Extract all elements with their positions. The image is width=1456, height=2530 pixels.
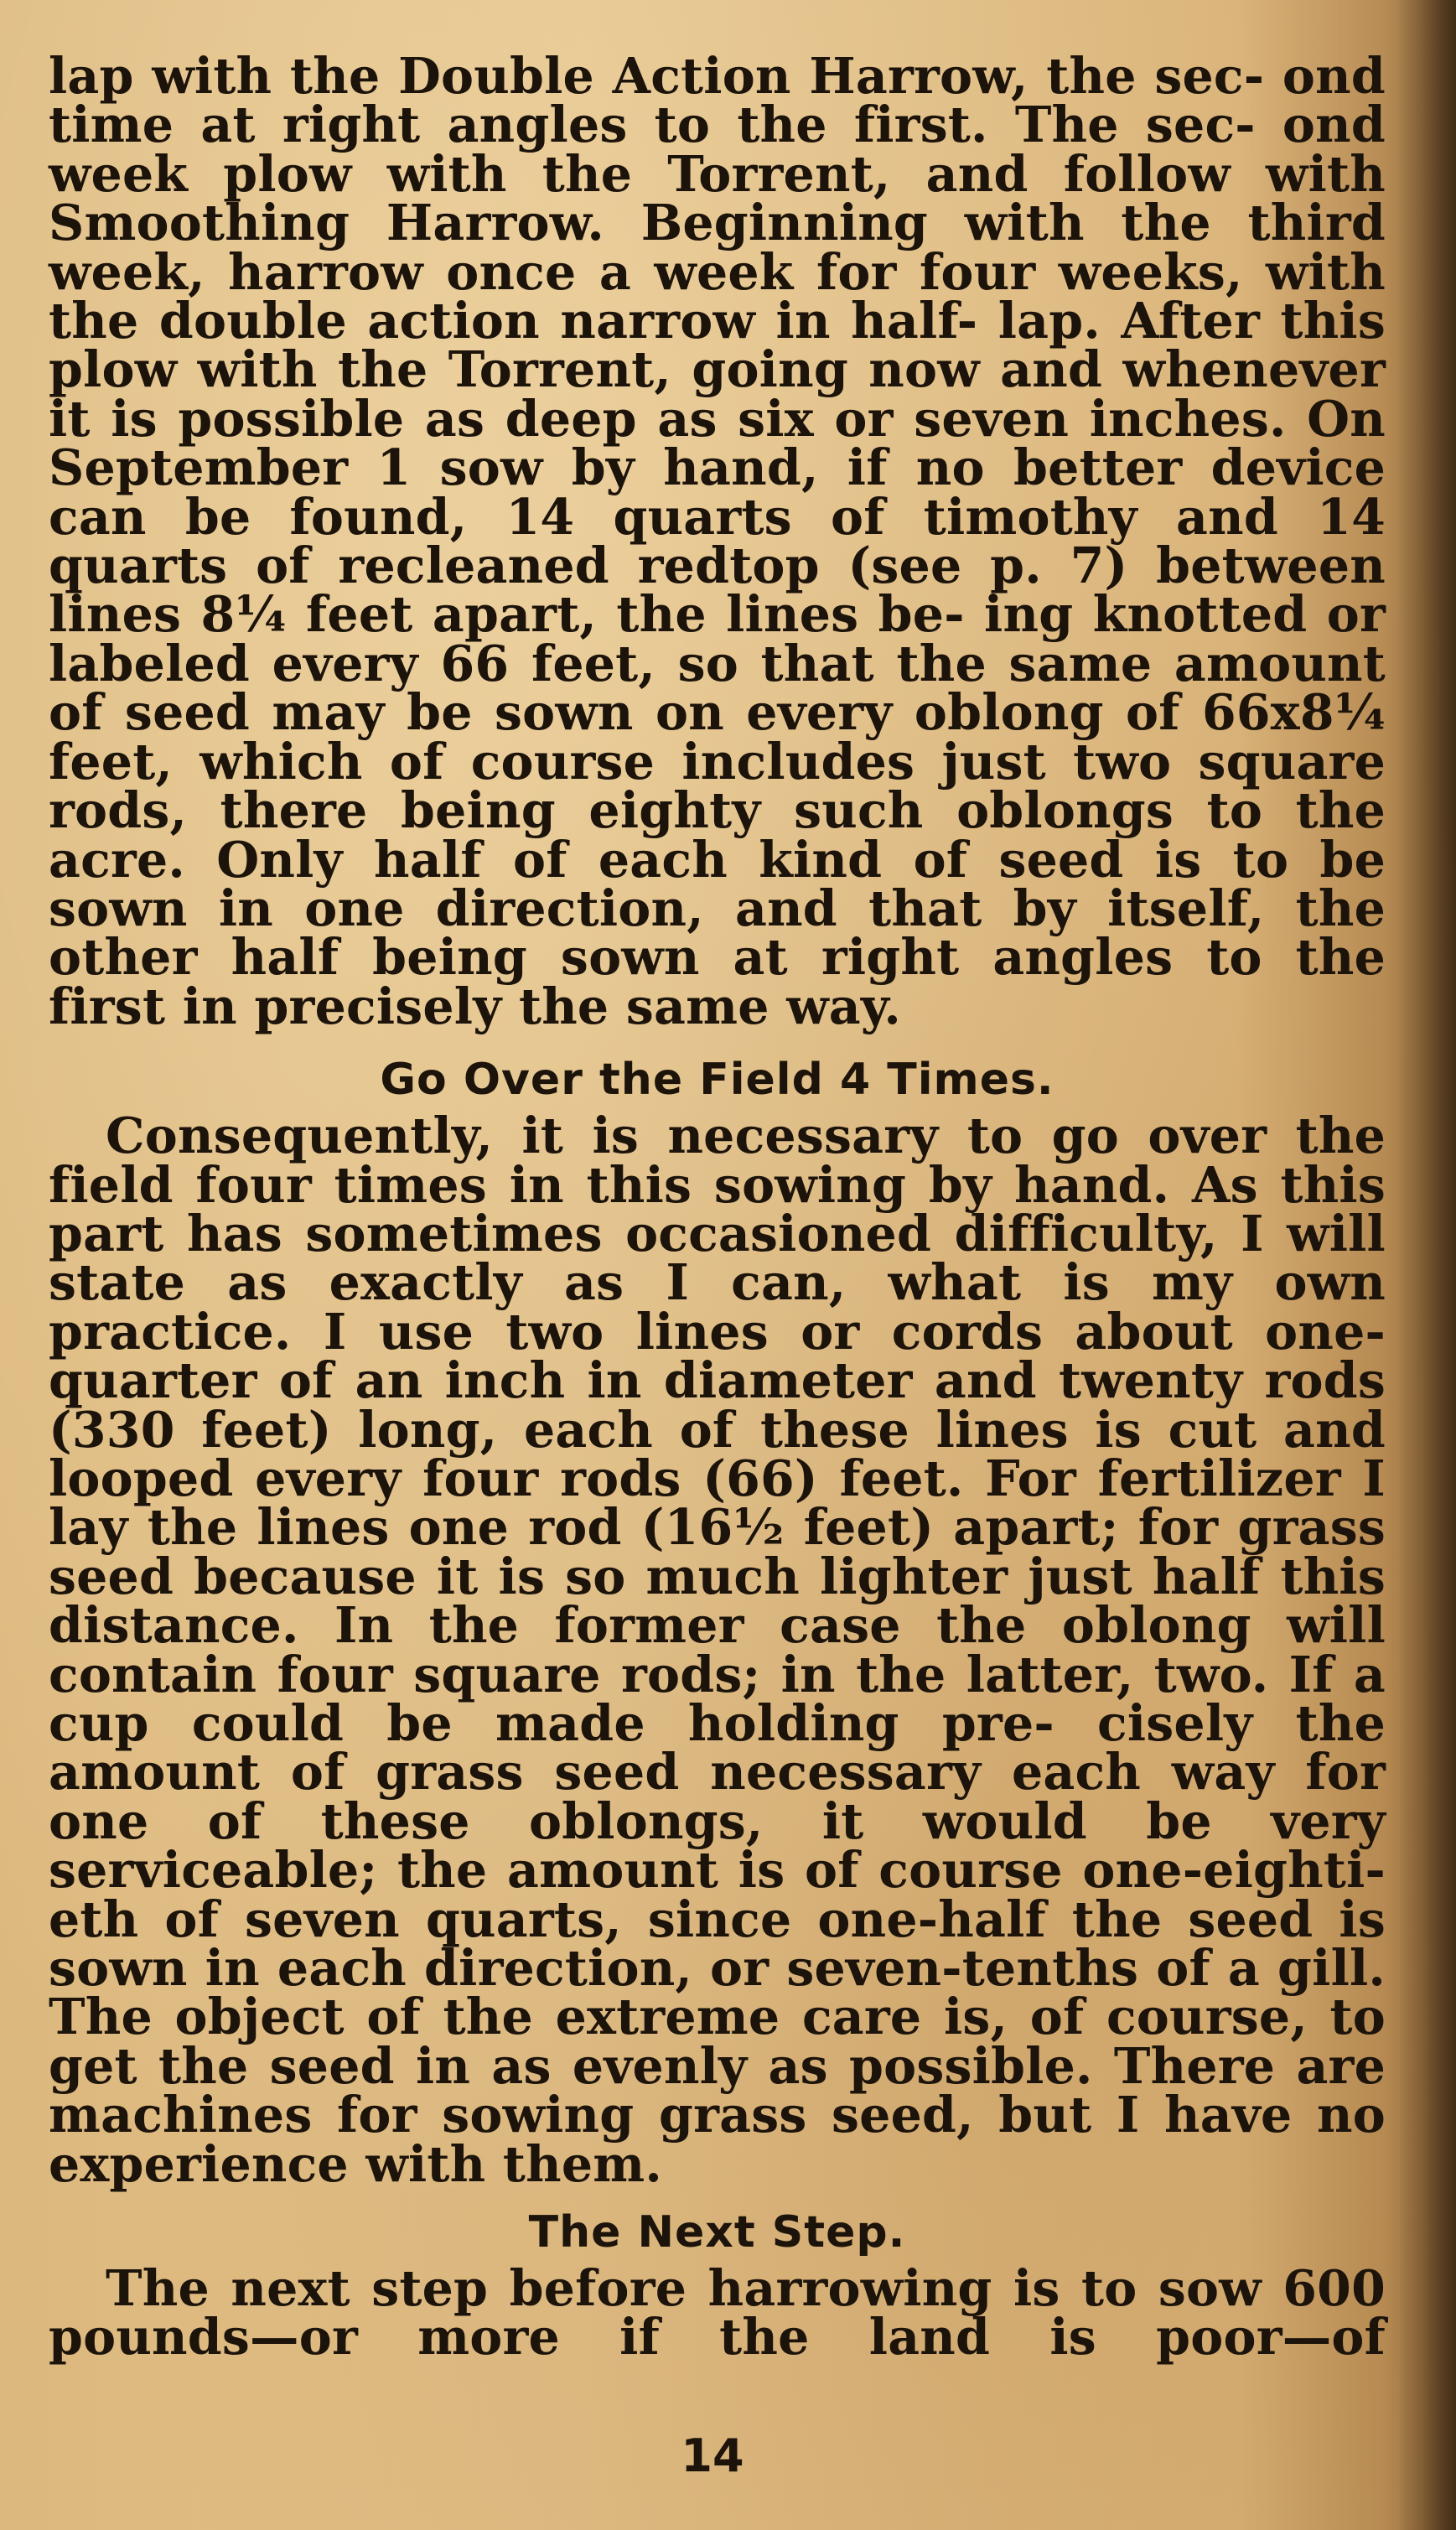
page-text-block bbox=[49, 47, 1386, 2367]
section-heading-next-step: The Next Step. bbox=[528, 2207, 906, 2258]
paragraph-go-over-field: Consequently, it is necessary to go over the field four times in this sowing by hand. As this part has sometimes occasioned difficulty, I will state as exactly as I can, what is my own practice. I use two lines or cords about one- quarter of an inch in diameter and twenty rods (330 feet) long, each of these lines is cut and looped every four rods (66) feet. For fertilizer I lay the lines one rod (16½ feet) apart; for grass seed because it is so much lighter just half this distance. In the former case the oblong will contain four square rods; in the latter, two. If a cup could be made holding pre- cisely the amount of grass seed necessary each way for one of these oblongs, it would be very serviceable; the amount is of course one-eighti- eth of seven quarts, since one-half the seed is sown in each direction, or seven-tenths of a gill. The object of the extreme care is, of course, to get the seed in as evenly as possible. There are machines for sowing grass seed, but I have no experience with them. bbox=[49, 1107, 1386, 2193]
section-heading-go-over-field: Go Over the Field 4 Times. bbox=[380, 1055, 1054, 1106]
paragraph-top: lap with the Double Action Harrow, the sec- ond time at right angles to the first. The sec- ond week plow with the Torrent, and follow with Smoothing Harrow. Beginning with the third week, harrow once a week for four weeks, with the double action narrow in half- lap. After this plow with the Torrent, going now and whenever it is possible as deep as six or seven inches. On September 1 sow by hand, if no better device can be found, 14 quarts of timothy and 14 quarts of recleaned redtop (see p. 7) between lines 8¼ feet apart, the lines be- ing knotted or labeled every 66 feet, so that the same amount of seed may be sown on every oblong of 66x8¼ feet, which of course includes just two square rods, there being eighty such oblongs to the acre. Only half of each kind of seed is to be sown in one direction, and that by itself, the other half being sown at right angles to the first in precisely the same way. bbox=[49, 47, 1386, 1035]
page-spine-shadow bbox=[1397, 0, 1456, 2530]
page-number: 14 bbox=[681, 2429, 744, 2482]
paragraph-next-step: The next step before harrowing is to sow 600 pounds—or more if the land is poor—of bbox=[49, 2259, 1386, 2367]
